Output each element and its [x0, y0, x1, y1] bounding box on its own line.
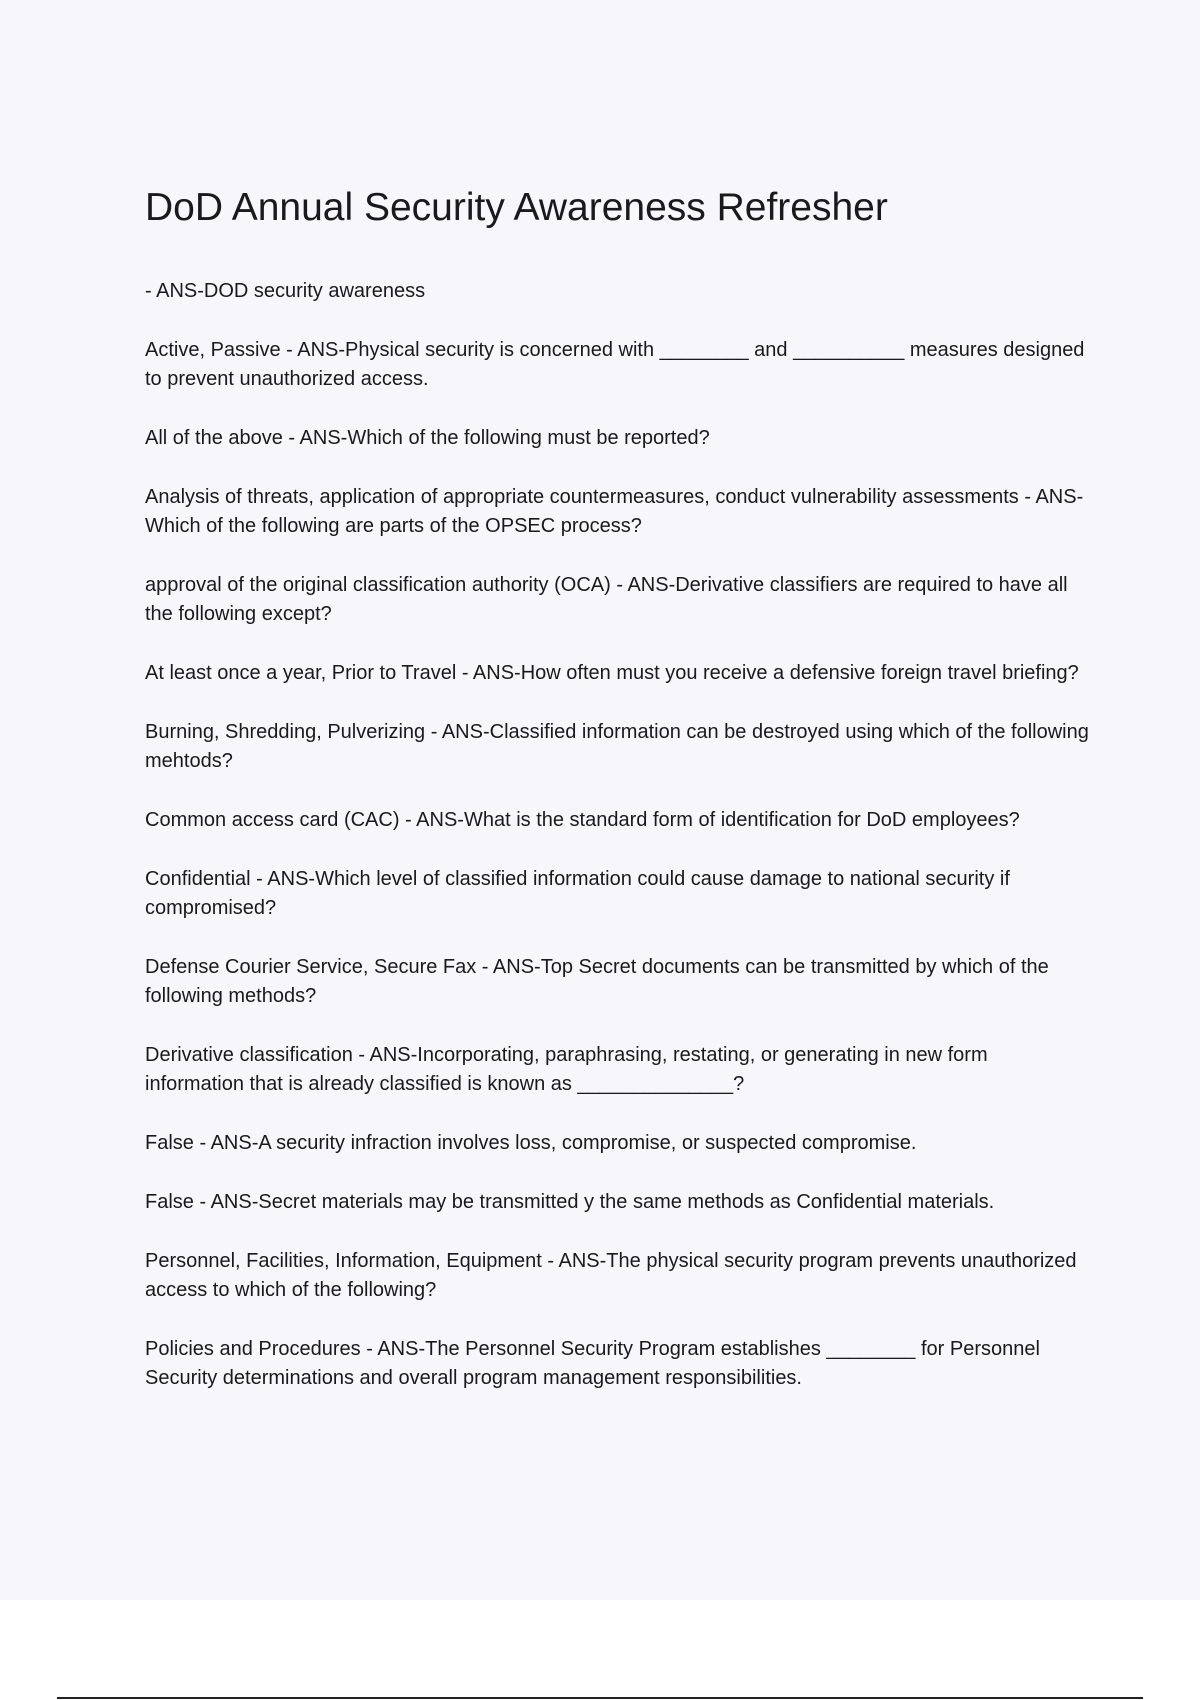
document-title: DoD Annual Security Awareness Refresher: [145, 186, 888, 229]
qa-item: All of the above - ANS-Which of the following must be reported?: [145, 427, 710, 449]
qa-item: Policies and Procedures - ANS-The Personnel Security Program establishes ________ for Personnel Security determinations and overall program management responsibilities.: [145, 1338, 1040, 1389]
footer-divider: [57, 1697, 1143, 1699]
qa-list: [145, 277, 1090, 1393]
qa-item: False - ANS-Secret materials may be transmitted y the same methods as Confidential materials.: [145, 1191, 995, 1213]
page-footer: [0, 1600, 1200, 1700]
document-content: [145, 183, 1090, 1423]
qa-item: At least once a year, Prior to Travel - ANS-How often must you receive a defensive foreign travel briefing?: [145, 662, 1079, 684]
qa-item: approval of the original classification authority (OCA) - ANS-Derivative classifiers are required to have all the following except?: [145, 574, 1068, 625]
qa-item: Analysis of threats, application of appropriate countermeasures, conduct vulnerability assessments - ANS-Which of the following are parts of the OPSEC process?: [145, 486, 1084, 537]
qa-item: Active, Passive - ANS-Physical security is concerned with ________ and __________ measures designed to prevent unauthorized access.: [145, 339, 1085, 390]
qa-item: Defense Courier Service, Secure Fax - ANS-Top Secret documents can be transmitted by which of the following methods?: [145, 956, 1049, 1007]
qa-item: Common access card (CAC) - ANS-What is the standard form of identification for DoD employees?: [145, 809, 1020, 831]
qa-item: Burning, Shredding, Pulverizing - ANS-Classified information can be destroyed using which of the following mehtods?: [145, 721, 1089, 772]
qa-item: Personnel, Facilities, Information, Equipment - ANS-The physical security program prevents unauthorized access to which of the following?: [145, 1250, 1077, 1301]
qa-item: False - ANS-A security infraction involves loss, compromise, or suspected compromise.: [145, 1132, 917, 1154]
qa-item: Derivative classification - ANS-Incorporating, paraphrasing, restating, or generating in new form information that is already classified is known as ______________?: [145, 1044, 988, 1095]
qa-item: Confidential - ANS-Which level of classified information could cause damage to national security if compromised?: [145, 868, 1010, 919]
qa-item: - ANS-DOD security awareness: [145, 280, 426, 302]
